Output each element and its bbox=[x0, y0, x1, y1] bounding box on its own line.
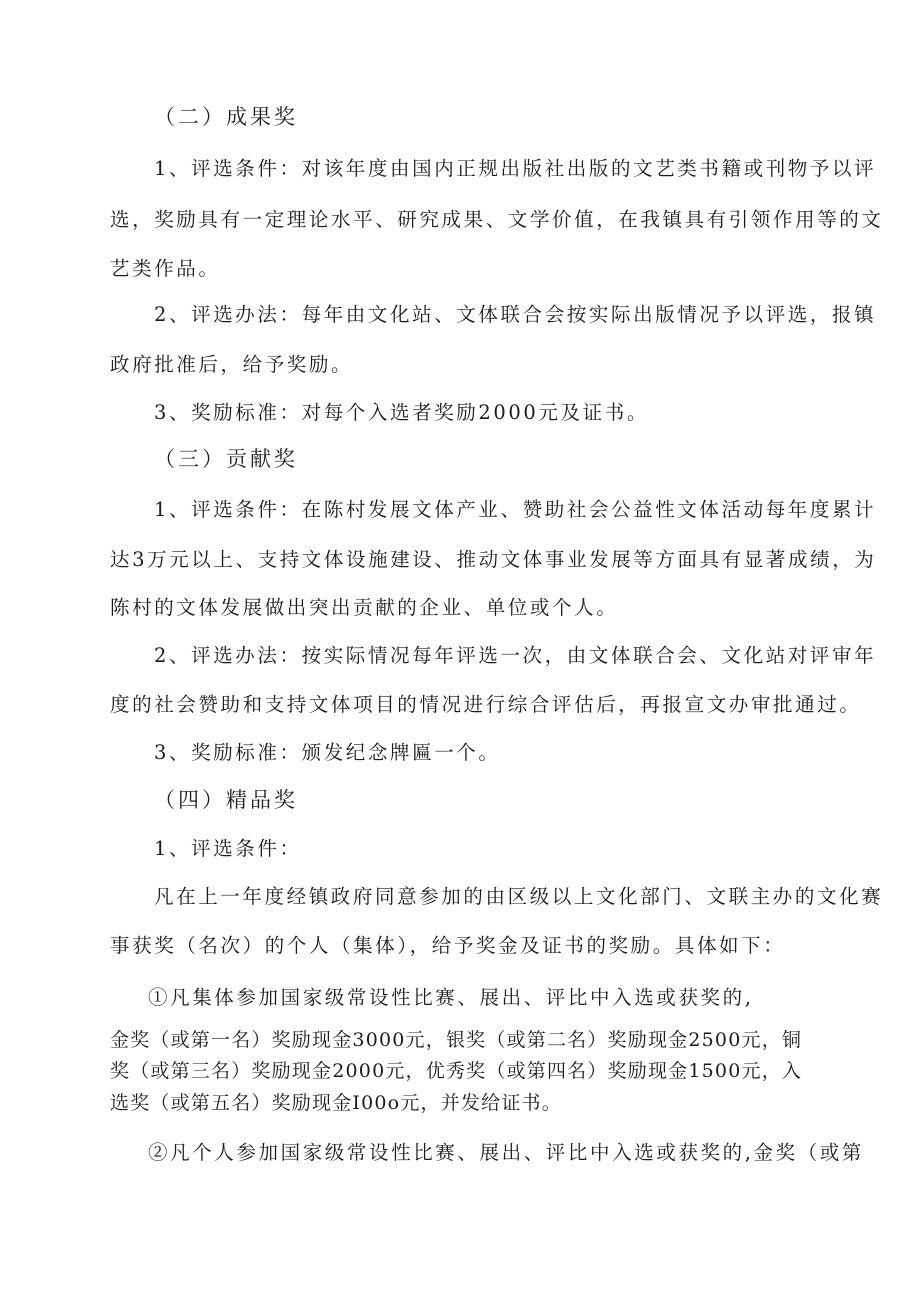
quality-criteria-intro-line-2: 事获奖（名次）的个人（集体），给予奖金及证书的奖励。具体如下： bbox=[110, 934, 786, 957]
achievement-reward-standard: 3、奖励标准：对每个入选者奖励2000元及证书。 bbox=[154, 401, 649, 424]
contribution-criteria-line-1: 1、评选条件：在陈村发展文体产业、赞助社会公益性文体活动每年度累计 bbox=[154, 498, 877, 521]
achievement-criteria-line-2: 选，奖励具有一定理论水平、研究成果、文学价值，在我镇具有引领作用等的文 bbox=[110, 208, 884, 231]
collective-award-line-3: 选奖（或第五名）奖励现金I00o元，并发给证书。 bbox=[110, 1092, 562, 1114]
quality-criteria-label: 1、评选条件： bbox=[154, 837, 302, 860]
contribution-criteria-line-2: 达3万元以上、支持文体设施建设、推动文体事业发展等方面具有显著成绩，为 bbox=[110, 548, 877, 571]
achievement-criteria-line-1: 1、评选条件：对该年度由国内正规出版社出版的文艺类书籍或刊物予以评 bbox=[154, 157, 877, 180]
contribution-reward-standard: 3、奖励标准：颁发纪念牌匾一个。 bbox=[154, 741, 501, 764]
achievement-method-line-1: 2、评选办法：每年由文化站、文体联合会按实际出版情况予以评选，报镇 bbox=[154, 303, 877, 326]
section-heading-achievement-award: （二）成果奖 bbox=[154, 105, 298, 129]
quality-criteria-intro-line-1: 凡在上一年度经镇政府同意参加的由区级以上文化部门、文联主办的文化赛 bbox=[154, 885, 884, 908]
contribution-method-line-1: 2、评选办法：按实际情况每年评选一次，由文体联合会、文化站对评审年 bbox=[154, 644, 877, 667]
achievement-criteria-line-3: 艺类作品。 bbox=[110, 257, 221, 280]
contribution-criteria-line-3: 陈村的文体发展做出突出贡献的企业、单位或个人。 bbox=[110, 596, 619, 619]
contribution-method-line-2: 度的社会赞助和支持文体项目的情况进行综合评估后，再报宣文办审批通过。 bbox=[110, 693, 862, 716]
individual-award-intro: ②凡个人参加国家级常设性比赛、展出、评比中入选或获奖的,金奖（或第 bbox=[148, 1141, 864, 1164]
section-heading-contribution-award: （三）贡献奖 bbox=[154, 447, 298, 471]
achievement-method-line-2: 政府批准后，给予奖励。 bbox=[110, 353, 354, 376]
collective-award-line-2: 奖（或第三名）奖励现金2000元，优秀奖（或第四名）奖励现金1500元，入 bbox=[110, 1060, 803, 1082]
collective-award-line-1: 金奖（或第一名）奖励现金3000元，银奖（或第二名）奖励现金2500元，铜 bbox=[110, 1029, 803, 1051]
section-heading-quality-award: （四）精品奖 bbox=[154, 788, 298, 812]
collective-award-intro: ①凡集体参加国家级常设性比赛、展出、评比中入选或获奖的, bbox=[148, 986, 754, 1009]
